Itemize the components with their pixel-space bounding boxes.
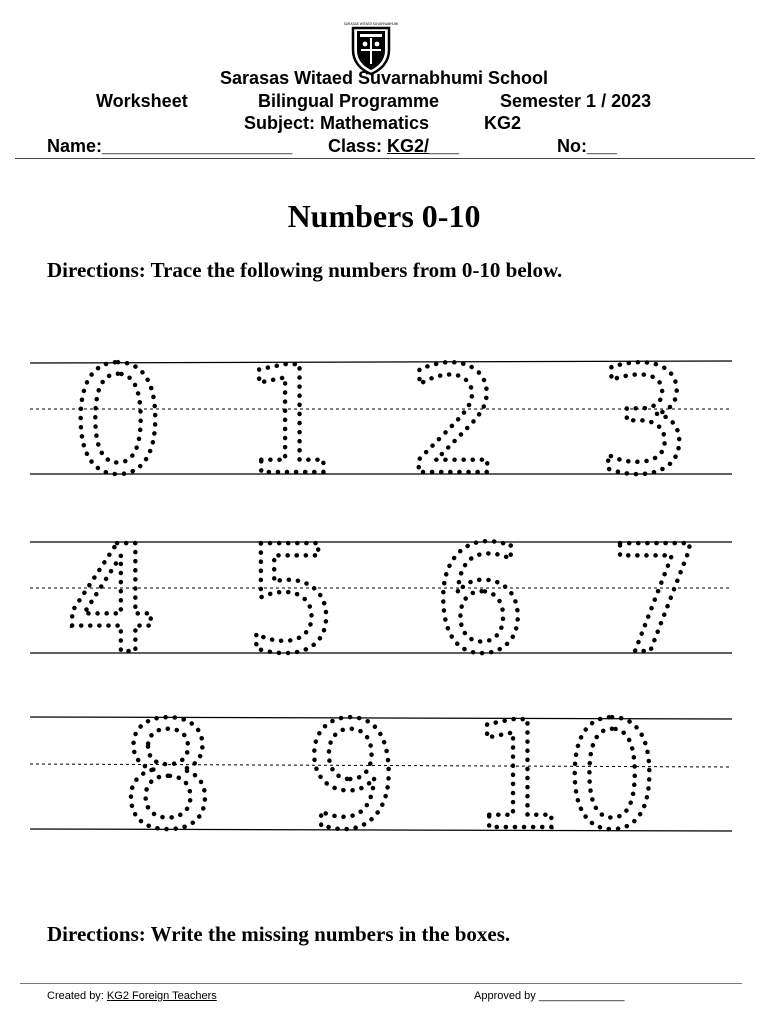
programme: Bilingual Programme — [258, 91, 440, 111]
trace-digit-10: 10 — [470, 690, 660, 862]
trace-digit-0: 0 — [70, 335, 166, 507]
semester: Semester 1 / 2023 — [500, 91, 652, 111]
directions-trace: Directions: Trace the following numbers from 0-10 below. — [47, 258, 563, 282]
created-label: Created by: — [47, 990, 107, 1002]
page-title: Numbers 0-10 — [287, 198, 481, 234]
trace-digit-9: 9 — [304, 690, 400, 862]
trace-digit-2: 2 — [407, 335, 503, 507]
footer-created — [47, 990, 217, 1002]
school-name: Sarasas Witaed Suvarnabhumi School — [220, 68, 548, 88]
trace-digit-5: 5 — [244, 514, 340, 686]
footer-approved: Approved by ______________ — [474, 990, 625, 1002]
class-field[interactable] — [328, 136, 459, 157]
subject: Subject: Mathematics — [244, 113, 430, 133]
doc-type: Worksheet — [96, 91, 188, 111]
trace-digit-4: 4 — [64, 514, 160, 686]
no-field[interactable]: No:___ — [557, 136, 618, 156]
class-label: Class: — [328, 136, 388, 156]
class-value: KG2/ — [387, 136, 430, 156]
level: KG2 — [484, 113, 522, 133]
crest-text: SARASAS WITAED SUVARNABHUMI — [343, 22, 399, 26]
trace-digit-8: 8 — [120, 690, 216, 862]
trace-digit-7: 7 — [607, 514, 703, 686]
header-divider — [15, 158, 755, 159]
trace-digit-3: 3 — [596, 335, 692, 507]
footer-divider — [20, 983, 742, 984]
class-blank: ___ — [429, 136, 460, 156]
tracing-area — [0, 330, 768, 870]
created-value: KG2 Foreign Teachers — [106, 990, 217, 1002]
name-field[interactable]: Name:___________________ — [47, 136, 293, 156]
trace-digit-6: 6 — [432, 514, 528, 686]
directions-missing: Directions: Write the missing numbers in the boxes. — [47, 922, 511, 946]
trace-digit-1: 1 — [242, 335, 338, 507]
